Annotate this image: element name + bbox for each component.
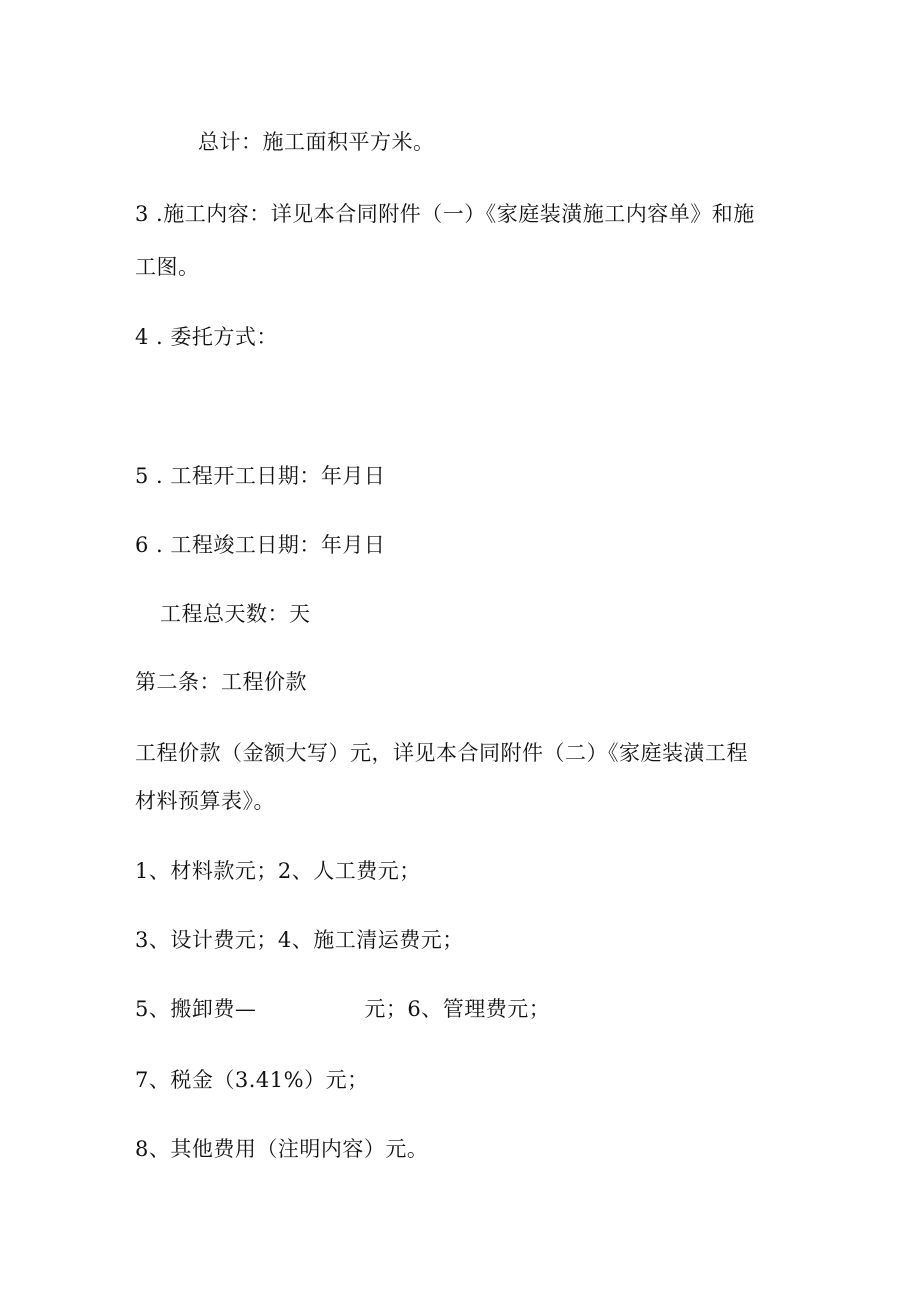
- article-2-heading: 第二条：工程价款: [135, 670, 307, 694]
- fee-line-3: [135, 995, 550, 1023]
- item-5-line: 5 . 工程开工日期：年月日: [135, 464, 386, 488]
- price-line-2: 材料预算表》。: [135, 789, 275, 813]
- total-days-line: 工程总天数：天: [160, 602, 311, 626]
- fee-line-1: 1、材料款元；2、人工费元；: [135, 859, 421, 883]
- fee-line-3-part-2: 元；6、管理费元；: [364, 997, 551, 1021]
- price-line-1: 工程价款（金额大写）元，详见本合同附件（二）《家庭装潢工程: [135, 741, 748, 765]
- item-3-line-1: 3 .施工内容：详见本合同附件（一）《家庭装潢施工内容单》和施: [135, 202, 755, 226]
- total-area-line: 总计：施工面积平方米。: [198, 130, 435, 154]
- fee-line-3-part-1: 5、搬卸费—: [135, 997, 257, 1021]
- item-4-line: 4 . 委托方式：: [135, 325, 278, 349]
- fee-line-2: 3、设计费元；4、施工清运费元；: [135, 928, 464, 952]
- fee-line-4: 7、税金（3.41%）元；: [135, 1068, 369, 1092]
- fee-line-5: 8、其他费用（注明内容）元。: [135, 1137, 429, 1161]
- item-3-line-2: 工图。: [135, 255, 200, 279]
- item-6-line: 6 . 工程竣工日期：年月日: [135, 533, 386, 557]
